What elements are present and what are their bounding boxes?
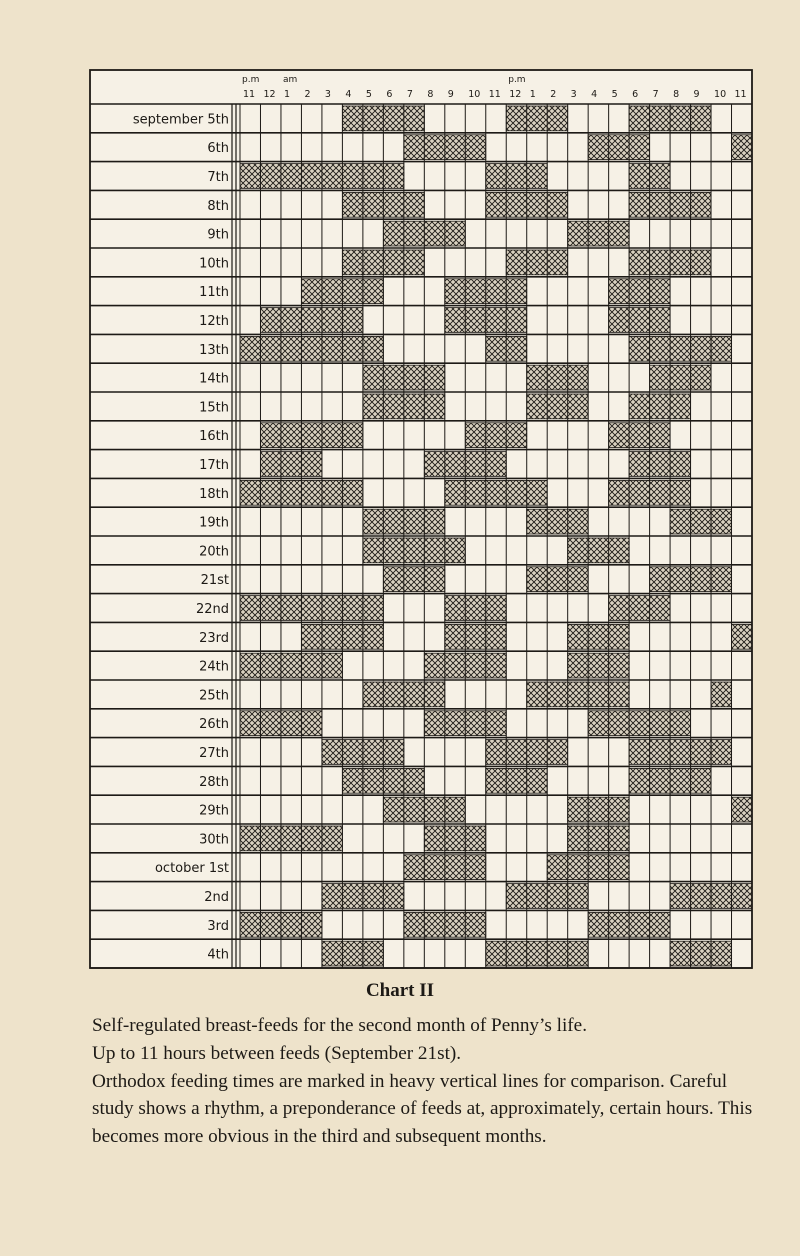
feed-block (568, 826, 629, 851)
hour-label: 5 (611, 89, 618, 100)
hour-label: 12 (509, 89, 522, 100)
row-label: 24th (199, 659, 229, 675)
row-label: 29th (199, 803, 229, 819)
feed-block (260, 452, 321, 477)
feed-block (609, 596, 670, 621)
ampm-marker: p.m (242, 75, 260, 85)
row-label: 10th (199, 256, 229, 272)
feed-block (240, 596, 383, 621)
row-label: 20th (199, 544, 229, 560)
feed-block (445, 596, 506, 621)
feed-block (609, 279, 670, 304)
feed-block (568, 624, 629, 649)
row-label: 3rd (207, 918, 229, 934)
caption-line: Up to 11 hours between feeds (September 21st). (92, 1042, 462, 1064)
row-label: 25th (199, 688, 229, 704)
row-label: 17th (199, 458, 229, 473)
hour-label: 4 (345, 89, 352, 100)
feed-block (609, 308, 670, 333)
feed-block (568, 653, 629, 678)
row-label: 4th (207, 947, 229, 963)
row-label: 23rd (199, 630, 229, 646)
row-label: 22nd (195, 602, 229, 617)
feed-block (732, 797, 752, 822)
hour-label: 1 (283, 89, 291, 100)
row-label: 7th (207, 170, 229, 185)
feed-block (260, 423, 362, 448)
hour-label: 7 (406, 89, 413, 100)
hour-label: 5 (365, 89, 372, 100)
feed-block (568, 538, 629, 563)
hour-label: 8 (427, 89, 434, 100)
feed-block (445, 624, 506, 649)
row-label: 8th (207, 198, 229, 214)
row-label: 19th (199, 515, 229, 531)
feed-block (486, 941, 588, 966)
feed-block (486, 164, 547, 189)
row-label: 15th (199, 400, 229, 416)
feed-block (424, 826, 485, 851)
feed-block (465, 423, 526, 448)
caption-line: Orthodox feeding times are marked in heavy vertical lines for comparison. Careful study shows a rhythm, a preponderance of feeds at, approximately, certain hours. This becomes more obvious in the third and subsequent months. (92, 1070, 753, 1148)
hour-label: 4 (591, 89, 598, 100)
row-label: 27th (199, 746, 229, 761)
feed-block (527, 509, 588, 534)
feed-block (527, 365, 588, 390)
row-label: 9th (207, 227, 229, 243)
feed-block (568, 797, 629, 822)
hour-label: 10 (468, 89, 481, 100)
hour-label: 10 (714, 89, 727, 100)
feed-block (629, 740, 731, 765)
row-label: 14th (199, 371, 229, 387)
caption (92, 1012, 772, 1151)
feed-block (240, 653, 342, 678)
row-label: 2nd (204, 890, 229, 905)
feed-block (486, 768, 547, 793)
row-label: 18th (199, 486, 229, 502)
feed-block (629, 394, 690, 419)
hour-label: 3 (570, 89, 577, 100)
feed-block (670, 941, 731, 966)
row-label: 21st (200, 573, 229, 589)
feed-block (527, 682, 629, 707)
hour-label: 9 (447, 89, 454, 100)
feed-block (670, 509, 731, 534)
hour-label: 3 (324, 89, 331, 100)
feed-block (506, 106, 567, 131)
hour-label: 6 (386, 89, 393, 100)
row-label: 30th (199, 832, 229, 848)
feed-block (609, 423, 670, 448)
row-label: october 1st (154, 861, 229, 877)
row-label: 28th (199, 774, 229, 790)
feed-block (527, 567, 588, 592)
feed-block (383, 567, 444, 592)
row-label: 6th (207, 141, 229, 157)
row-label: september 5th (132, 112, 229, 128)
feed-block (629, 452, 690, 477)
ampm-marker: am (282, 75, 298, 85)
row-label: 26th (199, 717, 229, 733)
feed-block (732, 624, 752, 649)
feed-block (527, 394, 588, 419)
hour-label: 9 (693, 89, 700, 100)
hour-label: 8 (673, 89, 680, 100)
feed-block (711, 682, 731, 707)
hour-label: 2 (550, 89, 557, 100)
feed-block (588, 135, 649, 160)
feed-block (240, 826, 342, 851)
feed-block (732, 135, 752, 160)
feed-block (363, 538, 465, 563)
feed-block (568, 221, 629, 246)
feed-block (445, 480, 547, 505)
feed-block (322, 941, 383, 966)
feed-block (260, 308, 362, 333)
hour-label: 11 (734, 89, 747, 100)
feed-block (629, 336, 731, 361)
hour-label: 1 (529, 89, 536, 100)
row-label: 12th (199, 314, 229, 329)
row-label: 13th (199, 342, 229, 358)
feed-block (588, 711, 690, 736)
chart-title: Chart II (365, 980, 435, 1001)
hour-label: 2 (304, 89, 311, 100)
row-label: 16th (199, 429, 229, 445)
hour-label: 6 (632, 89, 639, 100)
hour-label: 11 (488, 89, 501, 100)
feed-block (650, 365, 711, 390)
feed-block (240, 336, 383, 361)
ampm-marker: p.m (508, 75, 526, 85)
row-label: 11th (199, 285, 229, 301)
hour-label: 7 (652, 89, 659, 100)
hour-label: 11 (243, 89, 256, 100)
feed-block (506, 250, 567, 275)
hour-label: 12 (263, 89, 276, 100)
caption-line: Self-regulated breast-feeds for the second month of Penny’s life. (92, 1015, 587, 1036)
